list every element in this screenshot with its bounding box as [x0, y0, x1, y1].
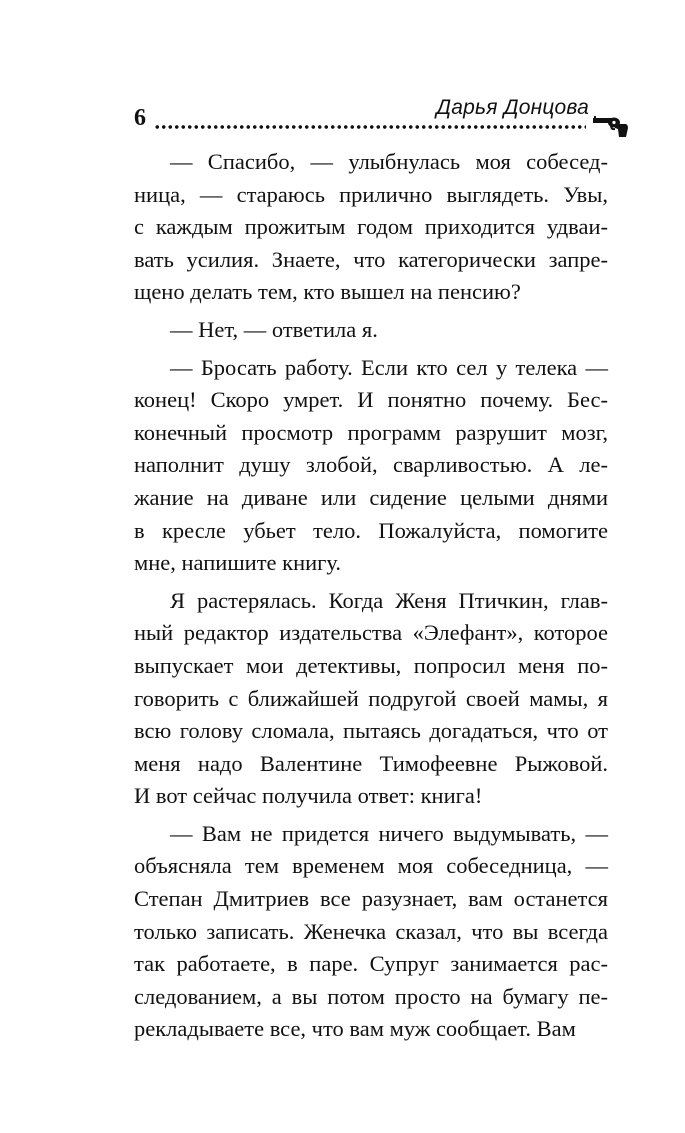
text-line: конечный просмотр программ разрушит мозг, [134, 419, 608, 445]
text-line: — Спасибо, — улыбнулась моя собесед- [170, 149, 608, 174]
text-line: следованием, а вы потом просто на бумагу пе- [134, 983, 608, 1009]
text-line: ный редактор издательства «Элефант», которое [134, 620, 608, 646]
text-line: — Вам не придется ничего выдумывать, — [170, 820, 608, 846]
text-line: Степан Дмитриев все разузнает, вам останется [134, 886, 608, 912]
text-line: мне, напишите книгу. [134, 550, 342, 576]
text-line: щено делать тем, кто вышел на пенсию? [134, 279, 521, 305]
paragraph [134, 818, 608, 1046]
body-text [134, 146, 608, 1046]
paragraph [134, 585, 608, 813]
text-line: так работаете, в паре. Супруг занимается рас- [134, 951, 608, 977]
paragraph [134, 146, 608, 309]
text-line: наполнит душу злобой, сварливостью. А ле- [134, 452, 608, 478]
text-line: Я растерялась. Когда Женя Птичкин, глав- [170, 587, 608, 613]
text-line: меня надо Валентине Тимофеевне Рыжовой. [134, 750, 608, 776]
text-line: выпускает мои детективы, попросил меня по- [134, 652, 608, 678]
text-line: жание на диване или сидение целыми днями [134, 484, 608, 510]
dotted-leader [154, 125, 586, 129]
text-line: — Бросать работу. Если кто сел у телека — [170, 354, 608, 380]
text-line: ница, — стараюсь прилично выглядеть. Увы, [134, 181, 608, 207]
running-header [134, 96, 634, 136]
page-number: 6 [134, 105, 146, 131]
text-line: только записать. Женечка сказал, что вы всегда [134, 918, 608, 944]
text-line: рекладываете все, что вам муж сообщает. Вам [134, 1016, 576, 1042]
paragraph [134, 314, 608, 347]
text-line: всю голову сломала, пытаясь догадаться, что от [134, 718, 608, 744]
text-line: объясняла тем временем моя собеседница, — [134, 853, 608, 879]
text-line: конец! Скоро умрет. И понятно почему. Бес- [134, 387, 608, 413]
text-line: говорить с ближайшей подругой своей мамы, я [134, 685, 608, 711]
text-line: И вот сейчас получила ответ: книга! [134, 783, 483, 809]
text-line: вать усилия. Знаете, что категорически запре- [134, 246, 608, 272]
text-line: с каждым прожитым годом приходится удваи- [134, 214, 608, 240]
paragraph [134, 352, 608, 580]
text-line: — Нет, — ответила я. [170, 316, 378, 342]
author-name: Дарья Донцова [436, 96, 589, 119]
text-line: в кресле убьет тело. Пожалуйста, помогите [134, 517, 608, 543]
revolver-icon [593, 112, 629, 138]
